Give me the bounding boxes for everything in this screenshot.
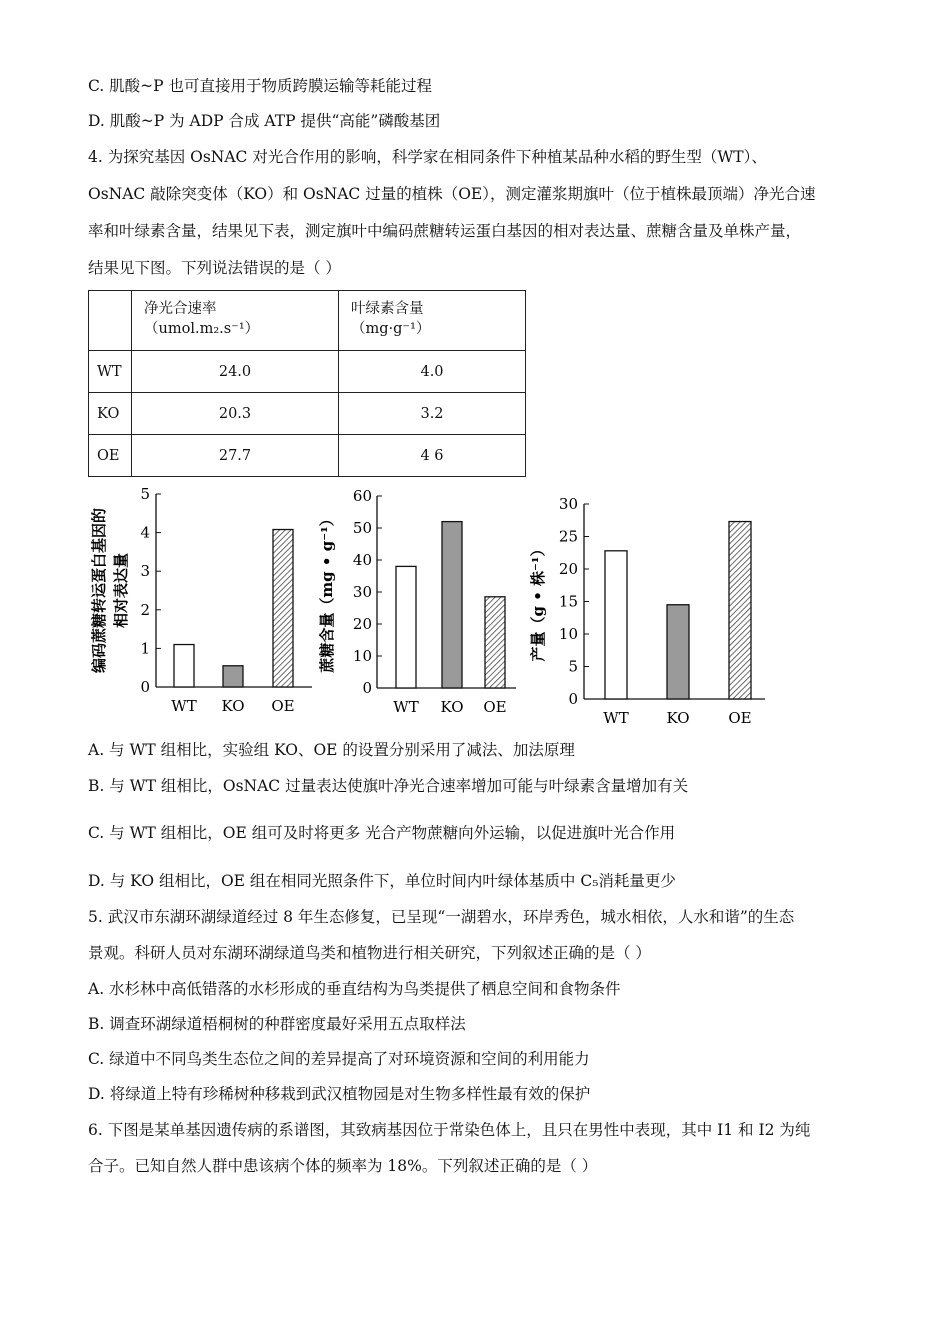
y-tick-label: 20 [352,615,372,633]
option-b-q5: B. 调查环湖绿道梧桐树的种群密度最好采用五点取样法 [88,1015,466,1033]
bar-wt [174,645,194,687]
y-tick-label: 10 [558,625,578,643]
table-header-rate [132,291,339,351]
x-tick-label: OE [271,697,295,715]
row-label: WT [89,351,132,393]
table-header-chl [339,291,526,351]
y-tick-label: 30 [558,495,578,513]
x-tick-label: WT [393,698,419,716]
table-row [89,351,526,393]
q4-stem-line2: OsNAC 敲除突变体（KO）和 OsNAC 过量的植株（OE），测定灌浆期旗叶（位于植株最顶端）净光合速 [88,185,816,203]
option-c-q5: C. 绿道中不同鸟类生态位之间的差异提高了对环境资源和空间的利用能力 [88,1050,590,1068]
bar-ko [223,666,243,687]
y-axis-label: 产量（g • 株⁻¹） [529,541,547,662]
header-chl-title: 叶绿素含量 [351,301,424,317]
x-tick-label: OE [728,709,752,727]
bar-oe [729,522,751,699]
row-chl: 4.0 [339,351,526,393]
y-tick-label: 0 [568,690,578,708]
y-tick-label: 5 [568,657,578,676]
y-tick-label: 1 [140,639,150,658]
table-row [89,393,526,435]
y-axis-label: 蔗糖含量（mg • g⁻¹） [318,511,336,673]
y-tick-label: 25 [558,527,578,546]
bar-wt [396,566,416,688]
x-tick-label: WT [603,709,629,727]
x-tick-label: KO [666,709,690,727]
data-table [88,290,526,477]
y-tick-label: 10 [352,647,372,665]
q4-stem-line4: 结果见下图。下列说法错误的是（ ） [88,259,341,277]
y-tick-label: 60 [352,487,372,505]
row-rate: 24.0 [132,351,339,393]
option-d-q4: D. 与 KO 组相比，OE 组在相同光照条件下，单位时间内叶绿体基质中 C₅消耗量更少 [88,872,676,890]
y-axis-label: 编码蔗糖转运蛋白基因的 [90,507,108,674]
q5-stem-line2: 景观。科研人员对东湖环湖绿道鸟类和植物进行相关研究，下列叙述正确的是（ ） [88,944,651,962]
table-row [89,435,526,477]
x-tick-label: OE [483,698,507,716]
row-chl: 3.2 [339,393,526,435]
y-tick-label: 0 [362,679,372,697]
option-d-q5: D. 将绿道上特有珍稀树种移栽到武汉植物园是对生物多样性最有效的保护 [88,1085,591,1103]
option-a-q5: A. 水杉林中高低错落的水杉形成的垂直结构为鸟类提供了栖息空间和食物条件 [88,980,621,998]
bar-charts [0,480,950,730]
y-tick-label: 3 [140,562,150,581]
row-label: OE [89,435,132,477]
bar-wt [605,551,627,699]
y-tick-label: 20 [558,560,578,578]
x-tick-label: KO [221,697,245,715]
q5-stem-line1: 5. 武汉市东湖环湖绿道经过 8 年生态修复，已呈现“一湖碧水，环岸秀色，城水相依，人水和谐”的生态 [88,908,795,926]
bar-ko [667,605,689,699]
q4-stem-line3: 率和叶绿素含量，结果见下表，测定旗叶中编码蔗糖转运蛋白基因的相对表达量、蔗糖含量及单株产量， [88,222,802,240]
option-a-q4: A. 与 WT 组相比，实验组 KO、OE 的设置分别采用了减法、加法原理 [88,741,575,759]
y-axis-label: 相对表达量 [112,552,130,629]
bar-oe [273,530,293,687]
x-tick-label: KO [440,698,464,716]
row-chl: 4 6 [339,435,526,477]
bar-oe [485,597,505,688]
row-rate: 20.3 [132,393,339,435]
q6-stem-line1: 6. 下图是某单基因遗传病的系谱图，其致病基因位于常染色体上，且只在男性中表现，其中 I1 和 I2 为纯 [88,1121,811,1139]
q6-stem-line2: 合子。已知自然人群中患该病个体的频率为 18%。下列叙述正确的是（ ） [88,1157,598,1175]
option-c-q3: C. 肌酸~P 也可直接用于物质跨膜运输等耗能过程 [88,77,433,95]
y-tick-label: 5 [140,485,150,503]
row-label: KO [89,393,132,435]
y-tick-label: 15 [558,592,578,611]
y-tick-label: 40 [352,551,372,569]
header-chl-unit: （mg·g⁻¹） [351,321,431,337]
y-tick-label: 0 [140,678,150,696]
x-tick-label: WT [171,697,197,715]
option-d-q3: D. 肌酸~P 为 ADP 合成 ATP 提供“高能”磷酸基团 [88,112,441,130]
y-tick-label: 50 [352,519,372,537]
option-c-q4: C. 与 WT 组相比，OE 组可及时将更多 光合产物蔗糖向外运输，以促进旗叶光合作用 [88,824,676,842]
row-rate: 27.7 [132,435,339,477]
table-corner-cell [89,291,132,351]
y-tick-label: 30 [352,583,372,601]
header-rate-unit: （umol.m₂.s⁻¹） [144,321,260,337]
header-rate-title: 净光合速率 [144,301,217,317]
option-b-q4: B. 与 WT 组相比，OsNAC 过量表达使旗叶净光合速率增加可能与叶绿素含量增加有关 [88,777,689,795]
y-tick-label: 4 [140,523,150,542]
q4-stem-line1: 4. 为探究基因 OsNAC 对光合作用的影响，科学家在相同条件下种植某品种水稻的野生型（WT）、 [88,148,767,166]
bar-ko [442,522,462,688]
y-tick-label: 2 [140,600,150,619]
